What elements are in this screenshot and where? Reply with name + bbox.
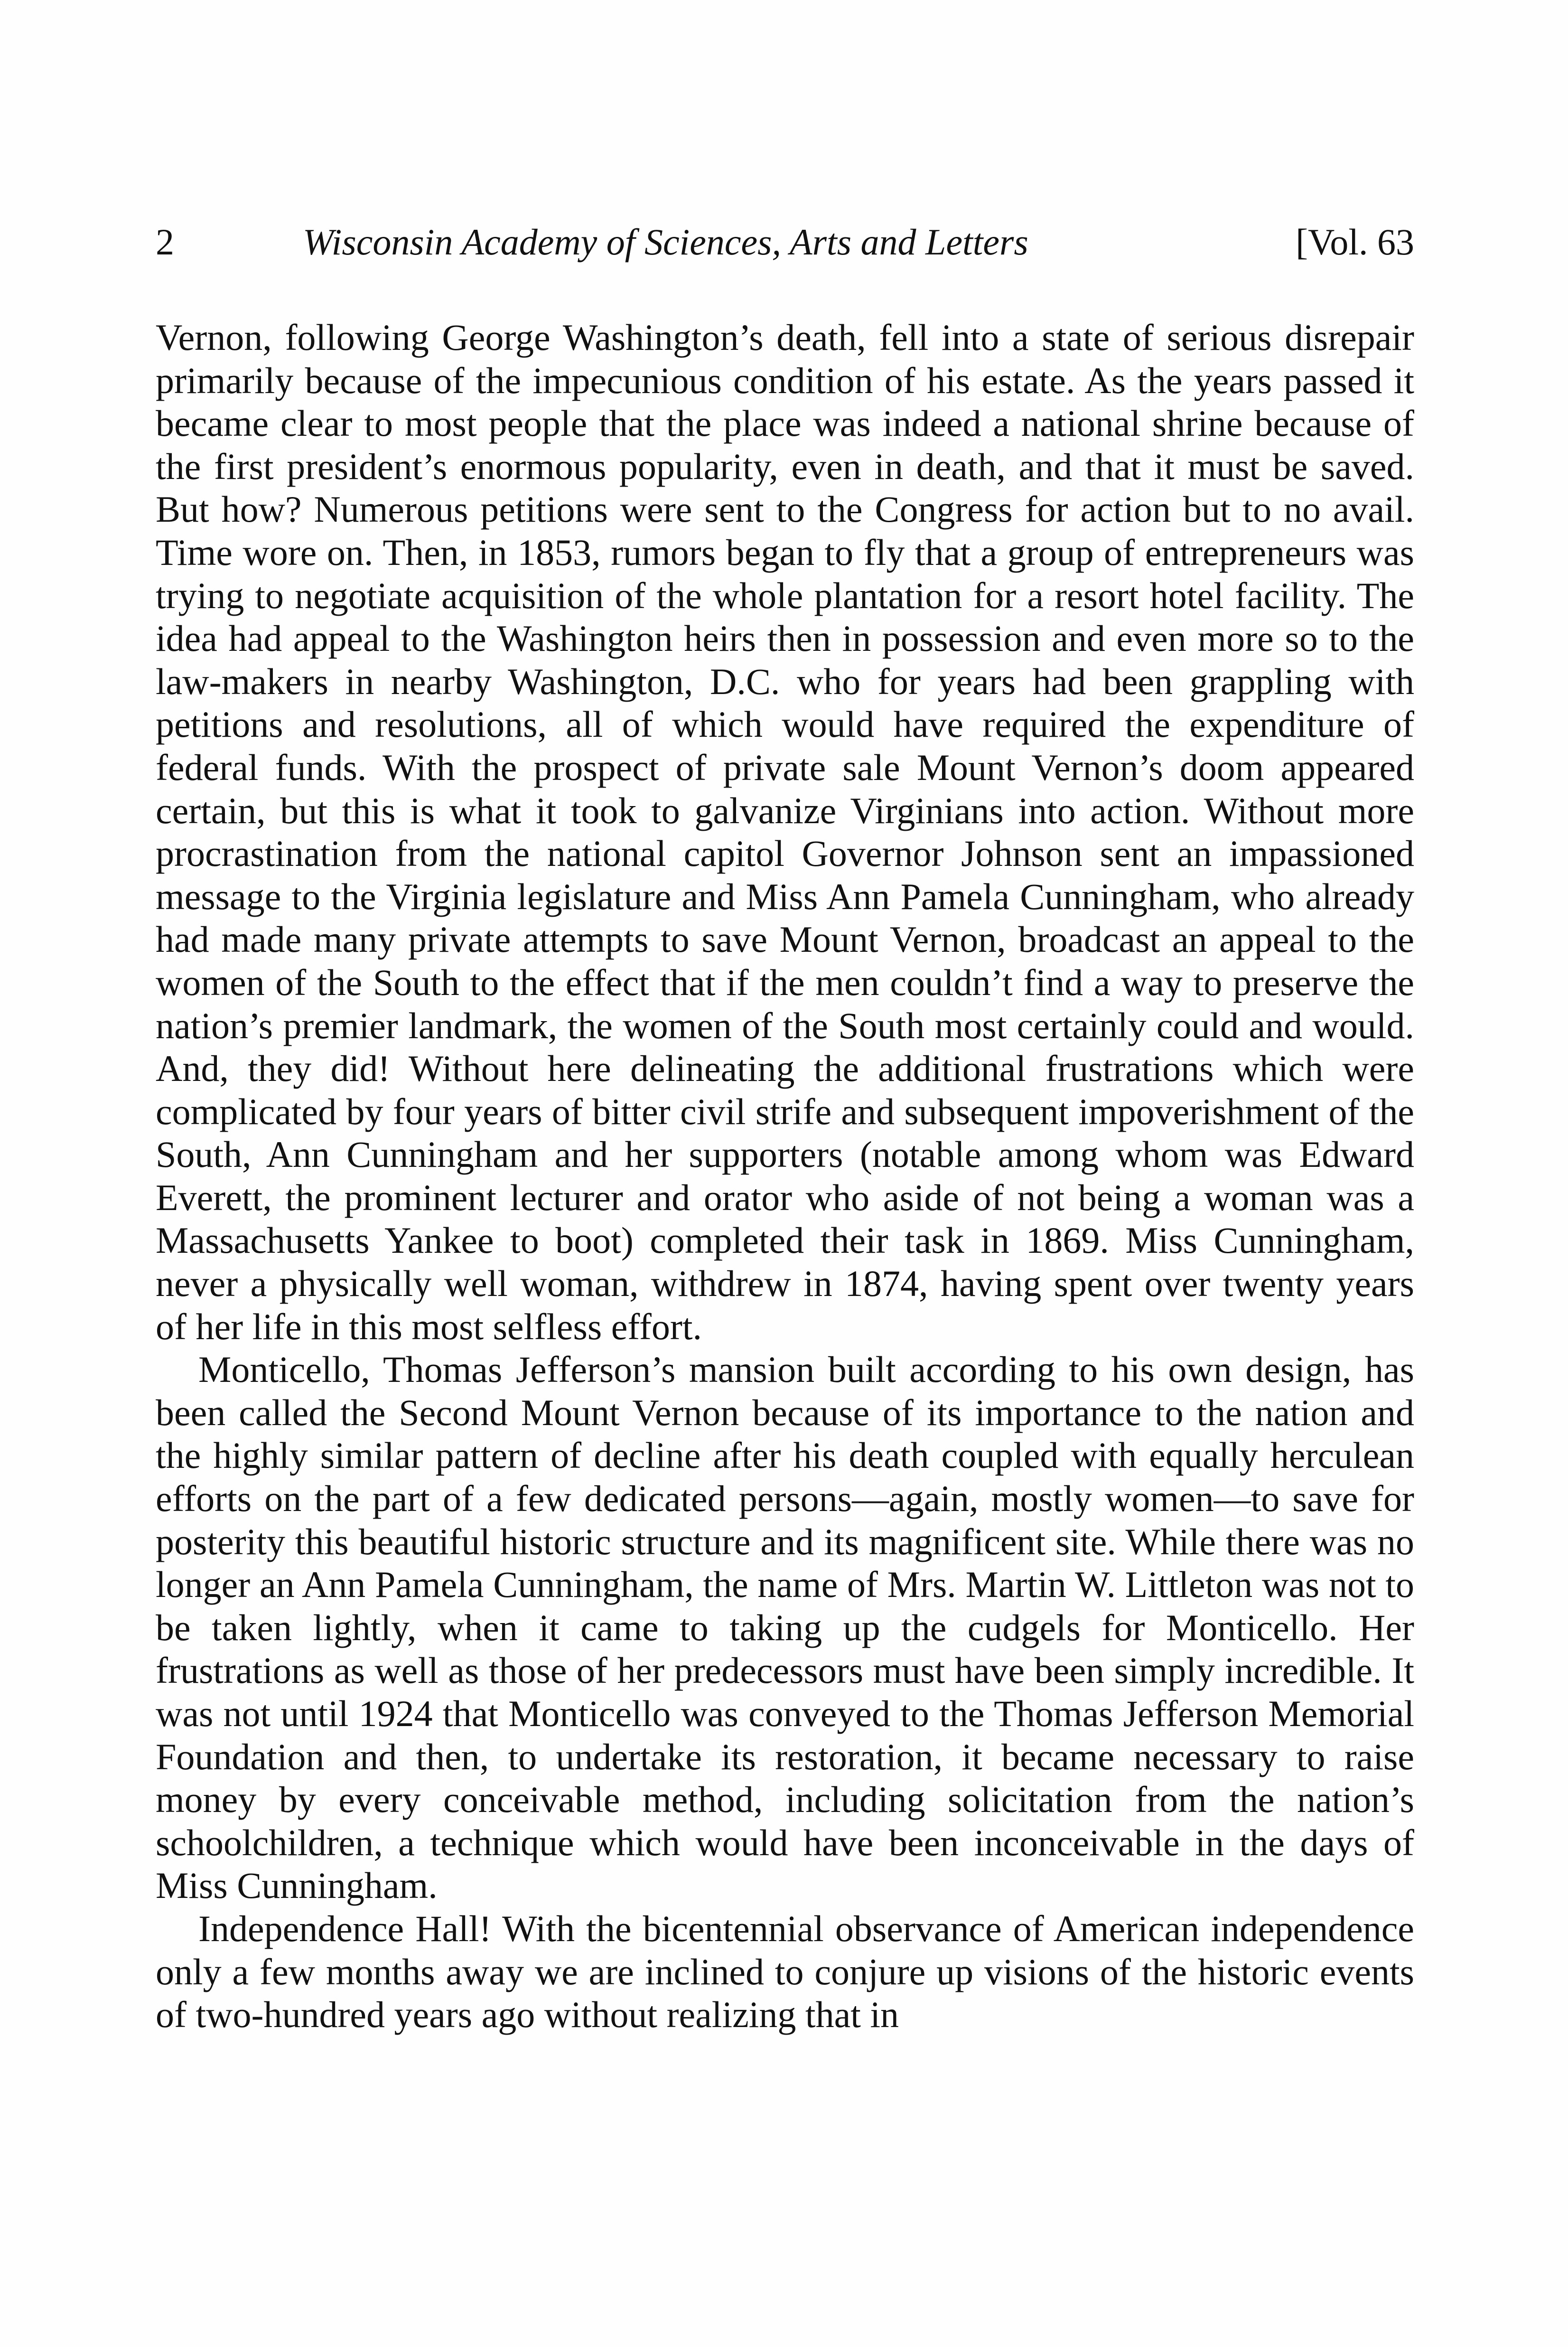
paragraph-independence-hall: Independence Hall! With the bicentennial observance of American independence only a few months away we are inclined to conjure up visions of the historic events of two-hundred years ago without realizing that in xyxy=(156,1907,1414,2036)
running-header xyxy=(156,216,1414,268)
paragraph-monticello: Monticello, Thomas Jefferson’s mansion built according to his own design, has been called the Second Mount Vernon because of its importance to the nation and the highly similar pattern of decline after his death coupled with equally herculean efforts on the part of a few dedicated persons—again, mostly women—to save for posterity this beautiful historic structure and its magnificent site. While there was no longer an Ann Pamela Cunningham, the name of Mrs. Martin W. Littleton was not to be taken lightly, when it came to taking up the cudgels for Monticello. Her frustrations as well as those of her predecessors must have been simply incredible. It was not until 1924 that Monticello was conveyed to the Thomas Jefferson Memorial Foundation and then, to undertake its restoration, it became necessary to raise money by every conceivable method, including solicitation from the nation’s schoolchildren, a technique which would have been inconceivable in the days of Miss Cunningham. xyxy=(156,1349,1414,1906)
page-number: 2 xyxy=(156,221,174,263)
journal-title: Wisconsin Academy of Sciences, Arts and Letters xyxy=(303,221,1028,263)
article-body xyxy=(156,316,1414,2037)
volume-label: [Vol. 63 xyxy=(1296,221,1414,263)
paragraph-mount-vernon: Vernon, following George Washington’s death, fell into a state of serious disrepair primarily because of the impecunious condition of his estate. As the years passed it became clear to most people that the place was indeed a national shrine because of the first president’s enormous popularity, even in death, and that it must be saved. But how? Numerous petitions were sent to the Congress for action but to no avail. Time wore on. Then, in 1853, rumors began to fly that a group of entrepreneurs was trying to negotiate acquisition of the whole plantation for a resort hotel facility. The idea had appeal to the Washington heirs then in possession and even more so to the law-makers in nearby Washington, D.C. who for years had been grappling with petitions and resolutions, all of which would have required the expenditure of federal funds. With the prospect of private sale Mount Vernon’s doom appeared certain, but this is what it took to galvanize Virginians into action. Without more procrastination from the national capitol Governor Johnson sent an impassioned message to the Virginia legislature and Miss Ann Pamela Cunningham, who already had made many private attempts to save Mount Vernon, broadcast an appeal to the women of the South to the effect that if the men couldn’t find a way to preserve the nation’s premier landmark, the women of the South most certainly could and would. And, they did! Without here delineating the additional frustrations which were complicated by four years of bitter civil strife and subsequent impoverishment of the South, Ann Cunningham and her supporters (notable among whom was Edward Everett, the prominent lecturer and orator who aside of not being a woman was a Massachusetts Yankee to boot) completed their task in 1869. Miss Cunningham, never a physically well woman, withdrew in 1874, having spent over twenty years of her life in this most selfless effort. xyxy=(156,317,1414,1347)
